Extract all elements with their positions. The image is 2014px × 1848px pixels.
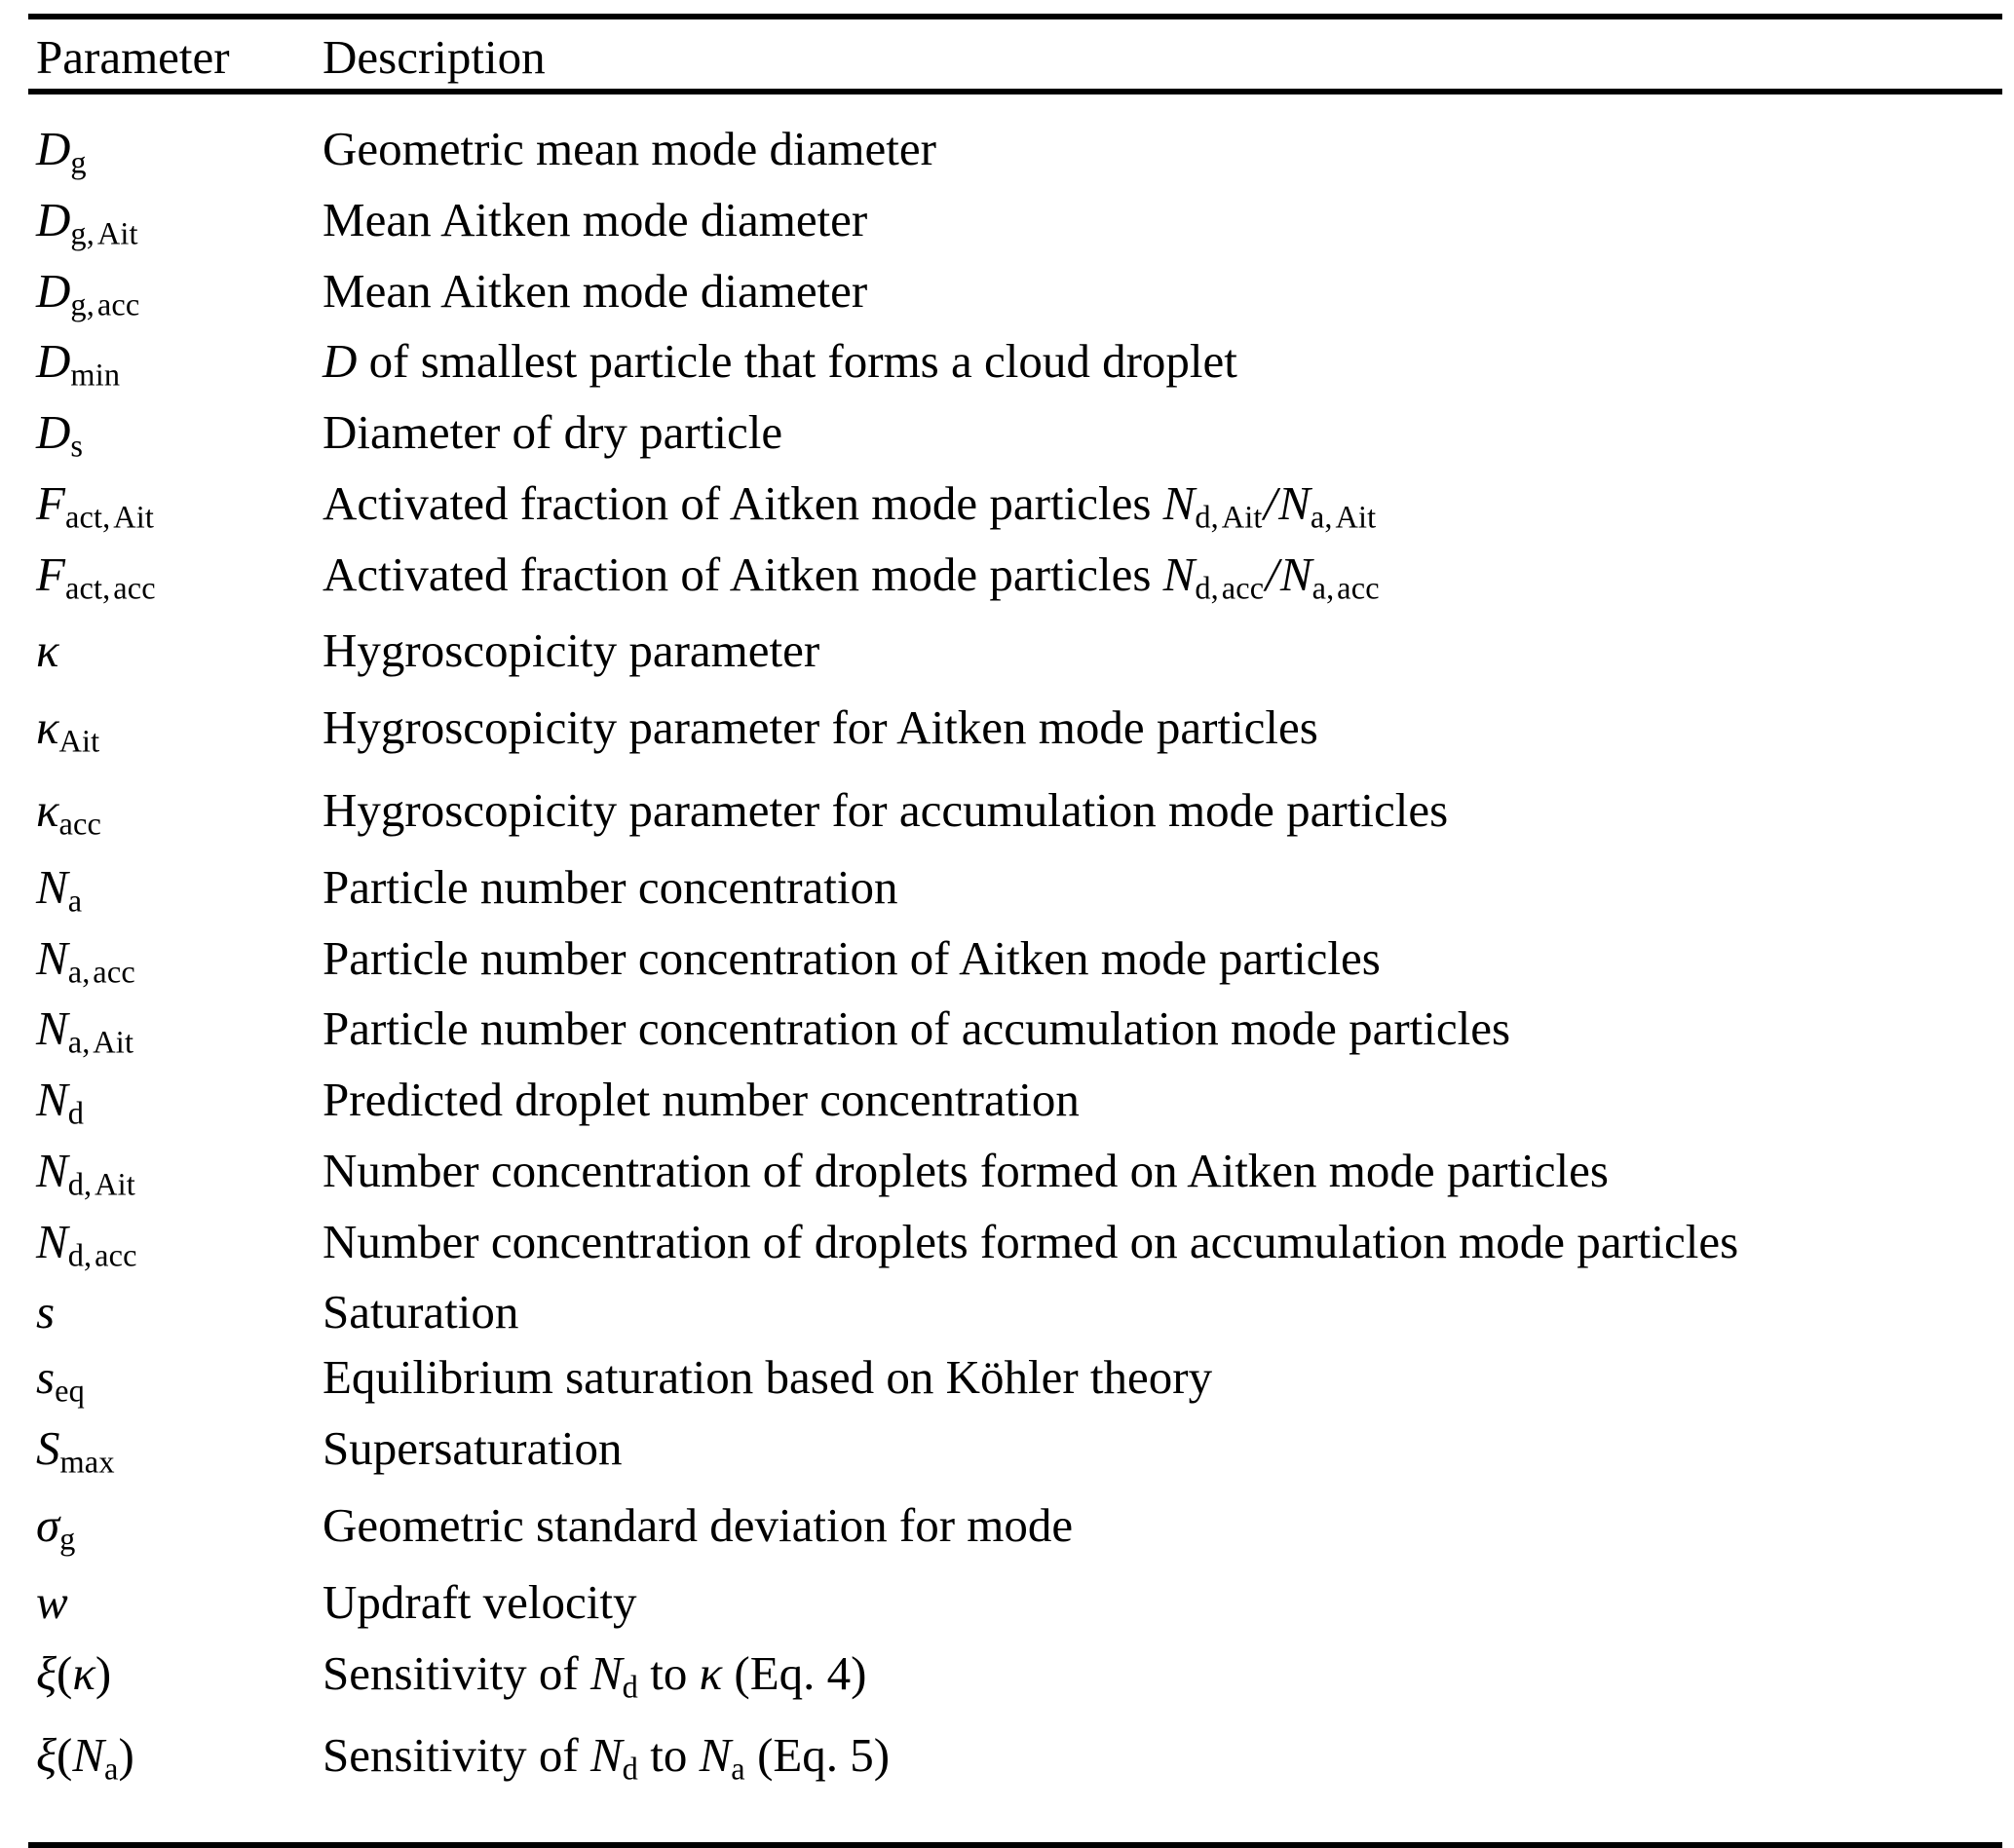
param-symbol: ξ(κ) bbox=[36, 1645, 112, 1700]
param-description: Sensitivity of $N_d$ to $N_a$ (Eq. 5) bbox=[323, 1728, 891, 1787]
xi-symbol: ξ bbox=[36, 1645, 57, 1700]
param-description: Geometric mean mode diameter bbox=[323, 122, 936, 175]
table-bottom-rule bbox=[28, 1842, 2002, 1848]
table-row bbox=[28, 925, 2002, 997]
param-description: Hygroscopicity parameter bbox=[323, 623, 820, 678]
param-symbol: $\sigma_g$ bbox=[36, 1497, 76, 1557]
parameter-description-table bbox=[28, 14, 2002, 1848]
xi-symbol: ξ bbox=[36, 1728, 57, 1783]
table-row bbox=[28, 1138, 2002, 1209]
param-description: Activated fraction of Aitken mode particles $N_{d, Ait}/N_{a, Ait}$ bbox=[323, 475, 1377, 535]
table-row bbox=[28, 187, 2002, 258]
kappa-symbol: κ bbox=[36, 700, 59, 755]
table-row bbox=[28, 1344, 2002, 1415]
table-row bbox=[28, 1209, 2002, 1280]
param-symbol: $F_{act, acc}$ bbox=[36, 547, 156, 605]
param-symbol: $D_{g, acc}$ bbox=[36, 263, 140, 321]
param-symbol: $N_{a, Ait}$ bbox=[36, 1001, 134, 1060]
spacer-before-bottom-rule bbox=[28, 1799, 2002, 1842]
param-description: Particle number concentration of accumulation mode particles bbox=[323, 1001, 1511, 1056]
param-symbol: $s_{eq}$ bbox=[36, 1350, 85, 1409]
param-description: Predicted droplet number concentration bbox=[323, 1073, 1080, 1126]
param-symbol: $\xi(N_a)$ bbox=[36, 1728, 134, 1787]
param-symbol: $D_{min}$ bbox=[36, 334, 121, 393]
table-row bbox=[28, 1279, 2002, 1344]
param-description: Particle number concentration of Aitken mode particles bbox=[323, 930, 1381, 985]
param-symbol: $D_g$ bbox=[36, 122, 87, 180]
table-row bbox=[28, 1415, 2002, 1487]
column-header-parameter: Parameter bbox=[36, 30, 230, 84]
table-row bbox=[28, 854, 2002, 925]
table-row bbox=[28, 116, 2002, 187]
param-symbol: s bbox=[36, 1285, 56, 1339]
param-symbol: $N_{d, Ait}$ bbox=[36, 1143, 135, 1202]
table-row bbox=[28, 542, 2002, 613]
table-row bbox=[28, 1569, 2002, 1635]
kappa-symbol: κ bbox=[36, 783, 59, 837]
table-row bbox=[28, 689, 2002, 772]
param-description: Number concentration of droplets formed on accumulation mode particles bbox=[323, 1214, 1739, 1268]
table-row bbox=[28, 471, 2002, 542]
kappa-symbol: κ bbox=[36, 623, 59, 678]
param-description: Particle number concentration bbox=[323, 859, 898, 914]
table-header-row bbox=[28, 33, 2002, 83]
param-description: D of smallest particle that forms a cloud droplet bbox=[323, 334, 1237, 389]
column-header-description: Description bbox=[323, 30, 546, 84]
table-row bbox=[28, 399, 2002, 471]
param-symbol: w bbox=[36, 1574, 68, 1629]
table-row bbox=[28, 772, 2002, 854]
table-container bbox=[0, 14, 2014, 1787]
table-row bbox=[28, 1487, 2002, 1569]
param-symbol: $N_{a, acc}$ bbox=[36, 930, 135, 989]
table-row bbox=[28, 328, 2002, 399]
param-symbol: $D_s$ bbox=[36, 405, 84, 464]
table-row bbox=[28, 1716, 2002, 1799]
param-description: Diameter of dry particle bbox=[323, 405, 783, 459]
param-description: Hygroscopicity parameter for accumulation mode particles bbox=[323, 783, 1449, 837]
param-description: Updraft velocity bbox=[323, 1574, 637, 1629]
param-description: Saturation bbox=[323, 1285, 519, 1339]
param-description: Number concentration of droplets formed on Aitken mode particles bbox=[323, 1143, 1609, 1197]
sigma-symbol: σ bbox=[36, 1497, 60, 1552]
param-description: Supersaturation bbox=[323, 1421, 623, 1475]
table-row bbox=[28, 258, 2002, 329]
param-description: Equilibrium saturation based on Köhler theory bbox=[323, 1350, 1213, 1405]
spacer-after-mid-rule bbox=[28, 94, 2002, 116]
param-description: Geometric standard deviation for mode bbox=[323, 1497, 1074, 1552]
param-description: Sensitivity of $N_d$ to κ (Eq. 4) bbox=[323, 1645, 867, 1704]
table-row bbox=[28, 1067, 2002, 1138]
param-symbol: $F_{act, Ait}$ bbox=[36, 475, 155, 535]
param-description: Hygroscopicity parameter for Aitken mode particles bbox=[323, 700, 1318, 755]
kappa-symbol: κ bbox=[72, 1645, 95, 1700]
param-symbol: $\kappa_{Ait}$ bbox=[36, 700, 100, 759]
table-row bbox=[28, 1635, 2002, 1717]
param-symbol: $N_d$ bbox=[36, 1073, 85, 1131]
table-row bbox=[28, 612, 2002, 689]
param-symbol: $N_{d, acc}$ bbox=[36, 1214, 137, 1272]
param-symbol: $N_a$ bbox=[36, 859, 83, 919]
param-symbol bbox=[28, 612, 321, 689]
param-description: Mean Aitken mode diameter bbox=[323, 263, 868, 318]
table-row bbox=[28, 996, 2002, 1067]
param-description: Mean Aitken mode diameter bbox=[323, 192, 868, 246]
param-symbol: $S_{max}$ bbox=[36, 1421, 115, 1480]
param-symbol: $\kappa_{acc}$ bbox=[36, 783, 102, 842]
param-description: Activated fraction of Aitken mode particles $N_{d, acc}/N_{a, acc}$ bbox=[323, 547, 1380, 605]
param-symbol: $D_{g, Ait}$ bbox=[36, 192, 138, 251]
